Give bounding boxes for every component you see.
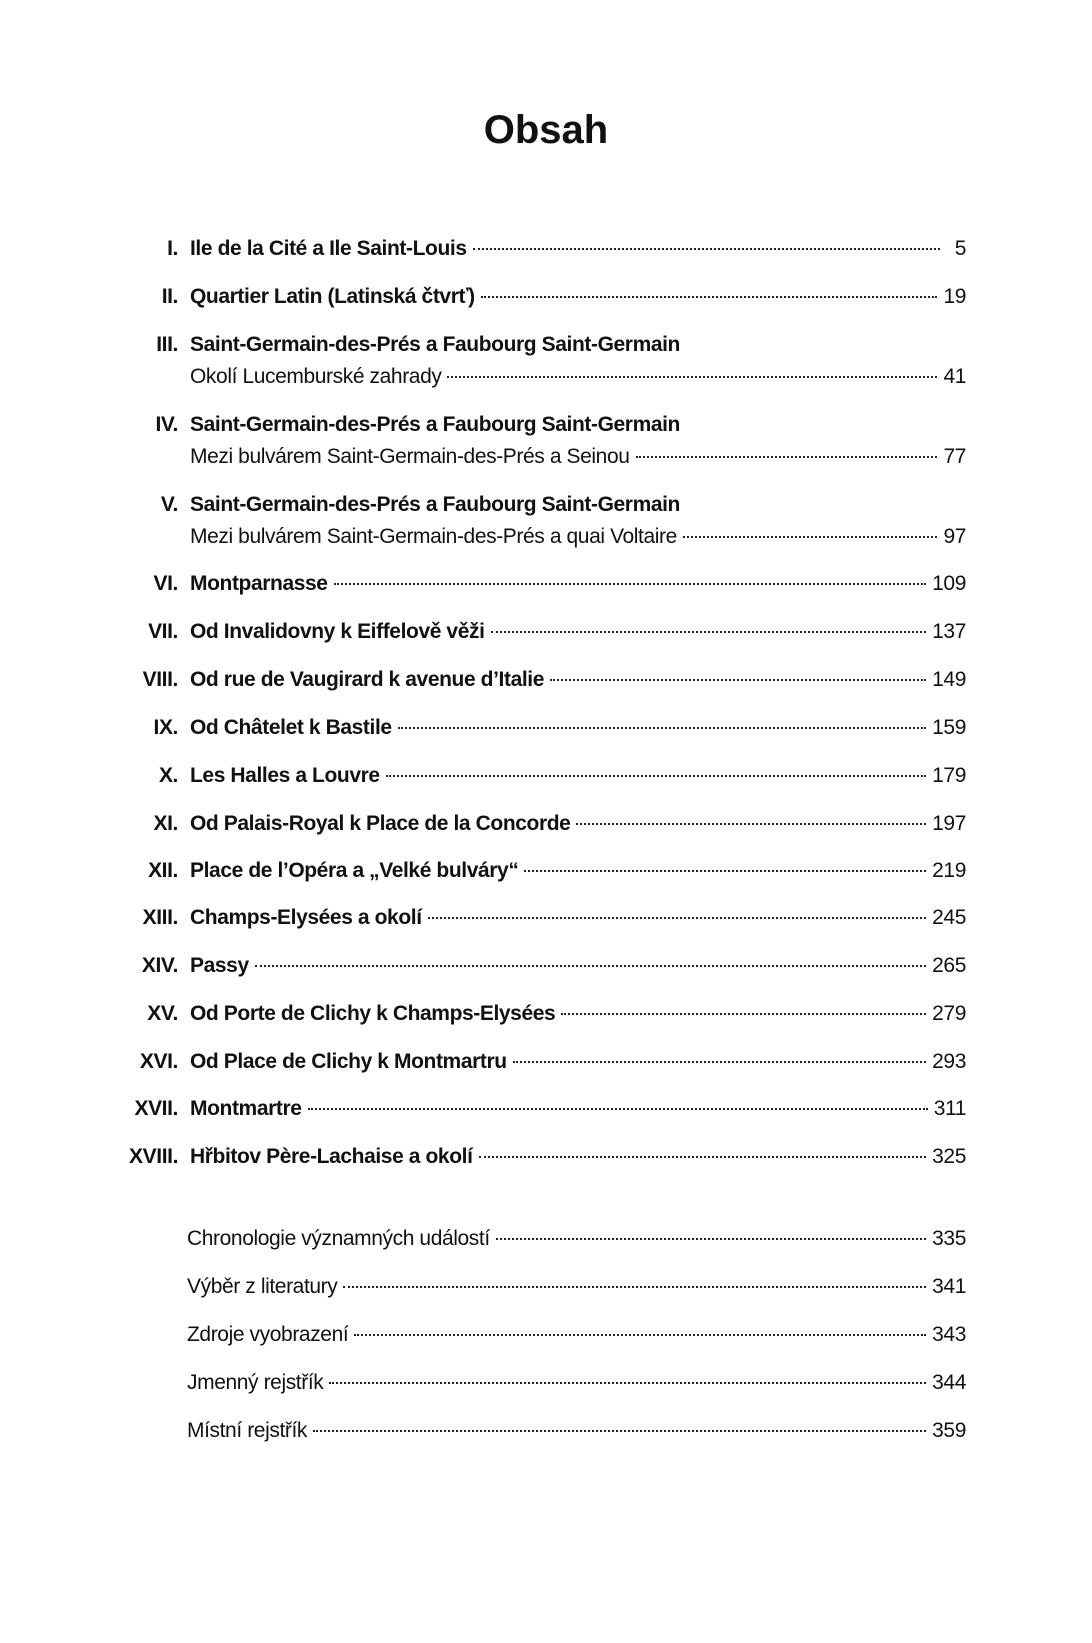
- page-number: 219: [932, 859, 966, 882]
- chapter-title: Saint-Germain-des-Prés a Faubourg Saint-Germain: [190, 413, 680, 436]
- chapter-number: VII.: [148, 620, 178, 643]
- chapter-number: XVIII.: [129, 1145, 178, 1168]
- toc-entry[interactable]: [100, 714, 966, 742]
- chapter-title: Od Palais-Royal k Place de la Concorde: [190, 812, 571, 835]
- page-number: 341: [932, 1275, 966, 1298]
- dot-leader: [308, 1108, 928, 1110]
- back-matter-title: Zdroje vyobrazení: [187, 1323, 349, 1346]
- chapter-title: Od Châtelet k Bastile: [190, 716, 392, 739]
- chapter-number: VIII.: [142, 668, 178, 691]
- page-number: 293: [932, 1050, 966, 1073]
- page-number: 19: [943, 285, 966, 308]
- toc-entry[interactable]: [100, 283, 966, 311]
- chapter-title: Montparnasse: [190, 572, 328, 595]
- dot-leader: [576, 823, 926, 825]
- page-number: 325: [932, 1145, 966, 1168]
- page-number: 265: [932, 954, 966, 977]
- dot-leader: [428, 917, 927, 919]
- chapter-number: XI.: [153, 812, 178, 835]
- page-number: 344: [932, 1371, 966, 1394]
- page-number: 5: [954, 237, 966, 260]
- toc-entry-subtitle[interactable]: [100, 443, 966, 471]
- dot-leader: [334, 583, 927, 585]
- chapter-title: Od rue de Vaugirard k avenue d’Italie: [190, 668, 544, 691]
- chapter-number: VI.: [153, 572, 178, 595]
- page-number: 197: [932, 812, 966, 835]
- page-number: 41: [943, 365, 966, 388]
- chapter-title: Od Place de Clichy k Montmartru: [190, 1050, 507, 1073]
- dot-leader: [473, 248, 940, 250]
- toc-entry-subtitle[interactable]: [100, 363, 966, 391]
- dot-leader: [491, 631, 927, 633]
- toc-entry[interactable]: [100, 666, 966, 694]
- chapter-title: Place de l’Opéra a „Velké bulváry“: [190, 859, 519, 882]
- page-number: 245: [932, 906, 966, 929]
- toc-entry[interactable]: [100, 235, 966, 263]
- page-number: 97: [943, 525, 966, 548]
- chapter-number: IX.: [153, 716, 178, 739]
- dot-leader: [398, 727, 926, 729]
- chapter-title: Ile de la Cité a Ile Saint-Louis: [190, 237, 467, 260]
- page-number: 343: [932, 1323, 966, 1346]
- page-number: 279: [932, 1002, 966, 1025]
- page-number: 109: [932, 572, 966, 595]
- back-matter-entry[interactable]: [100, 1417, 966, 1445]
- toc-entry[interactable]: [100, 1143, 966, 1171]
- chapter-title: Saint-Germain-des-Prés a Faubourg Saint-Germain: [190, 493, 680, 516]
- chapter-title: Passy: [190, 954, 249, 977]
- chapter-title: Saint-Germain-des-Prés a Faubourg Saint-Germain: [190, 333, 680, 356]
- chapter-title: Quartier Latin (Latinská čtvrť): [190, 285, 475, 308]
- chapter-number: I.: [167, 237, 178, 260]
- dot-leader: [481, 296, 938, 298]
- back-matter-entry[interactable]: [100, 1273, 966, 1301]
- page-title: Obsah: [483, 108, 609, 152]
- toc-entry[interactable]: [100, 411, 966, 439]
- chapter-subtitle: Mezi bulvárem Saint-Germain-des-Prés a quai Voltaire: [190, 525, 677, 548]
- page-number: 335: [932, 1227, 966, 1250]
- back-matter-title: Místní rejstřík: [187, 1419, 308, 1442]
- dot-leader: [329, 1382, 926, 1384]
- back-matter-title: Výběr z literatury: [187, 1275, 338, 1298]
- page-number: 149: [932, 668, 966, 691]
- back-matter-title: Jmenný rejstřík: [187, 1371, 324, 1394]
- chapter-number: XIII.: [142, 906, 178, 929]
- dot-leader: [683, 536, 938, 538]
- toc-entry[interactable]: [100, 762, 966, 790]
- dot-leader: [561, 1013, 926, 1015]
- toc-entry-subtitle[interactable]: [100, 523, 966, 551]
- dot-leader: [255, 965, 926, 967]
- page-number: 77: [943, 445, 966, 468]
- dot-leader: [524, 870, 926, 872]
- chapter-subtitle: Mezi bulvárem Saint-Germain-des-Prés a Seinou: [190, 445, 630, 468]
- page-number: 311: [933, 1097, 966, 1120]
- toc-entry[interactable]: [100, 904, 966, 932]
- toc-entry[interactable]: [100, 857, 966, 885]
- chapter-title: Hřbitov Père-Lachaise a okolí: [190, 1145, 473, 1168]
- back-matter-entry[interactable]: [100, 1369, 966, 1397]
- toc-entry[interactable]: [100, 1000, 966, 1028]
- back-matter-entry[interactable]: [100, 1321, 966, 1349]
- chapter-number: II.: [161, 285, 178, 308]
- dot-leader: [496, 1238, 926, 1240]
- toc-entry[interactable]: [100, 570, 966, 598]
- toc-entry[interactable]: [100, 618, 966, 646]
- chapter-title: Les Halles a Louvre: [190, 764, 380, 787]
- back-matter-title: Chronologie významných událostí: [187, 1227, 490, 1250]
- dot-leader: [447, 376, 937, 378]
- dot-leader: [354, 1334, 926, 1336]
- dot-leader: [479, 1156, 927, 1158]
- chapter-number: XVI.: [139, 1050, 178, 1073]
- toc-entry[interactable]: [100, 1095, 966, 1123]
- toc-entry[interactable]: [100, 952, 966, 980]
- chapter-number: III.: [156, 333, 178, 356]
- chapter-subtitle: Okolí Lucemburské zahrady: [190, 365, 442, 388]
- page-number: 359: [932, 1419, 966, 1442]
- page-number: 159: [932, 716, 966, 739]
- chapter-title: Od Porte de Clichy k Champs-Elysées: [190, 1002, 556, 1025]
- chapter-number: IV.: [155, 413, 178, 436]
- toc-entry[interactable]: [100, 810, 966, 838]
- chapter-title: Champs-Elysées a okolí: [190, 906, 422, 929]
- dot-leader: [313, 1430, 926, 1432]
- dot-leader: [386, 775, 927, 777]
- chapter-number: XII.: [148, 859, 178, 882]
- chapter-number: X.: [158, 764, 178, 787]
- chapter-number: V.: [160, 493, 178, 516]
- dot-leader: [343, 1286, 926, 1288]
- back-matter-entry[interactable]: [100, 1225, 966, 1253]
- chapter-title: Montmartre: [190, 1097, 302, 1120]
- chapter-number: XIV.: [141, 954, 178, 977]
- chapter-number: XV.: [147, 1002, 178, 1025]
- chapter-number: XVII.: [134, 1097, 178, 1120]
- page-number: 137: [932, 620, 966, 643]
- dot-leader: [550, 679, 926, 681]
- page-number: 179: [932, 764, 966, 787]
- chapter-title: Od Invalidovny k Eiffelově věži: [190, 620, 485, 643]
- dot-leader: [636, 456, 938, 458]
- dot-leader: [513, 1061, 926, 1063]
- toc-entry[interactable]: [100, 491, 966, 519]
- toc-entry[interactable]: [100, 1048, 966, 1076]
- toc-entry[interactable]: [100, 331, 966, 359]
